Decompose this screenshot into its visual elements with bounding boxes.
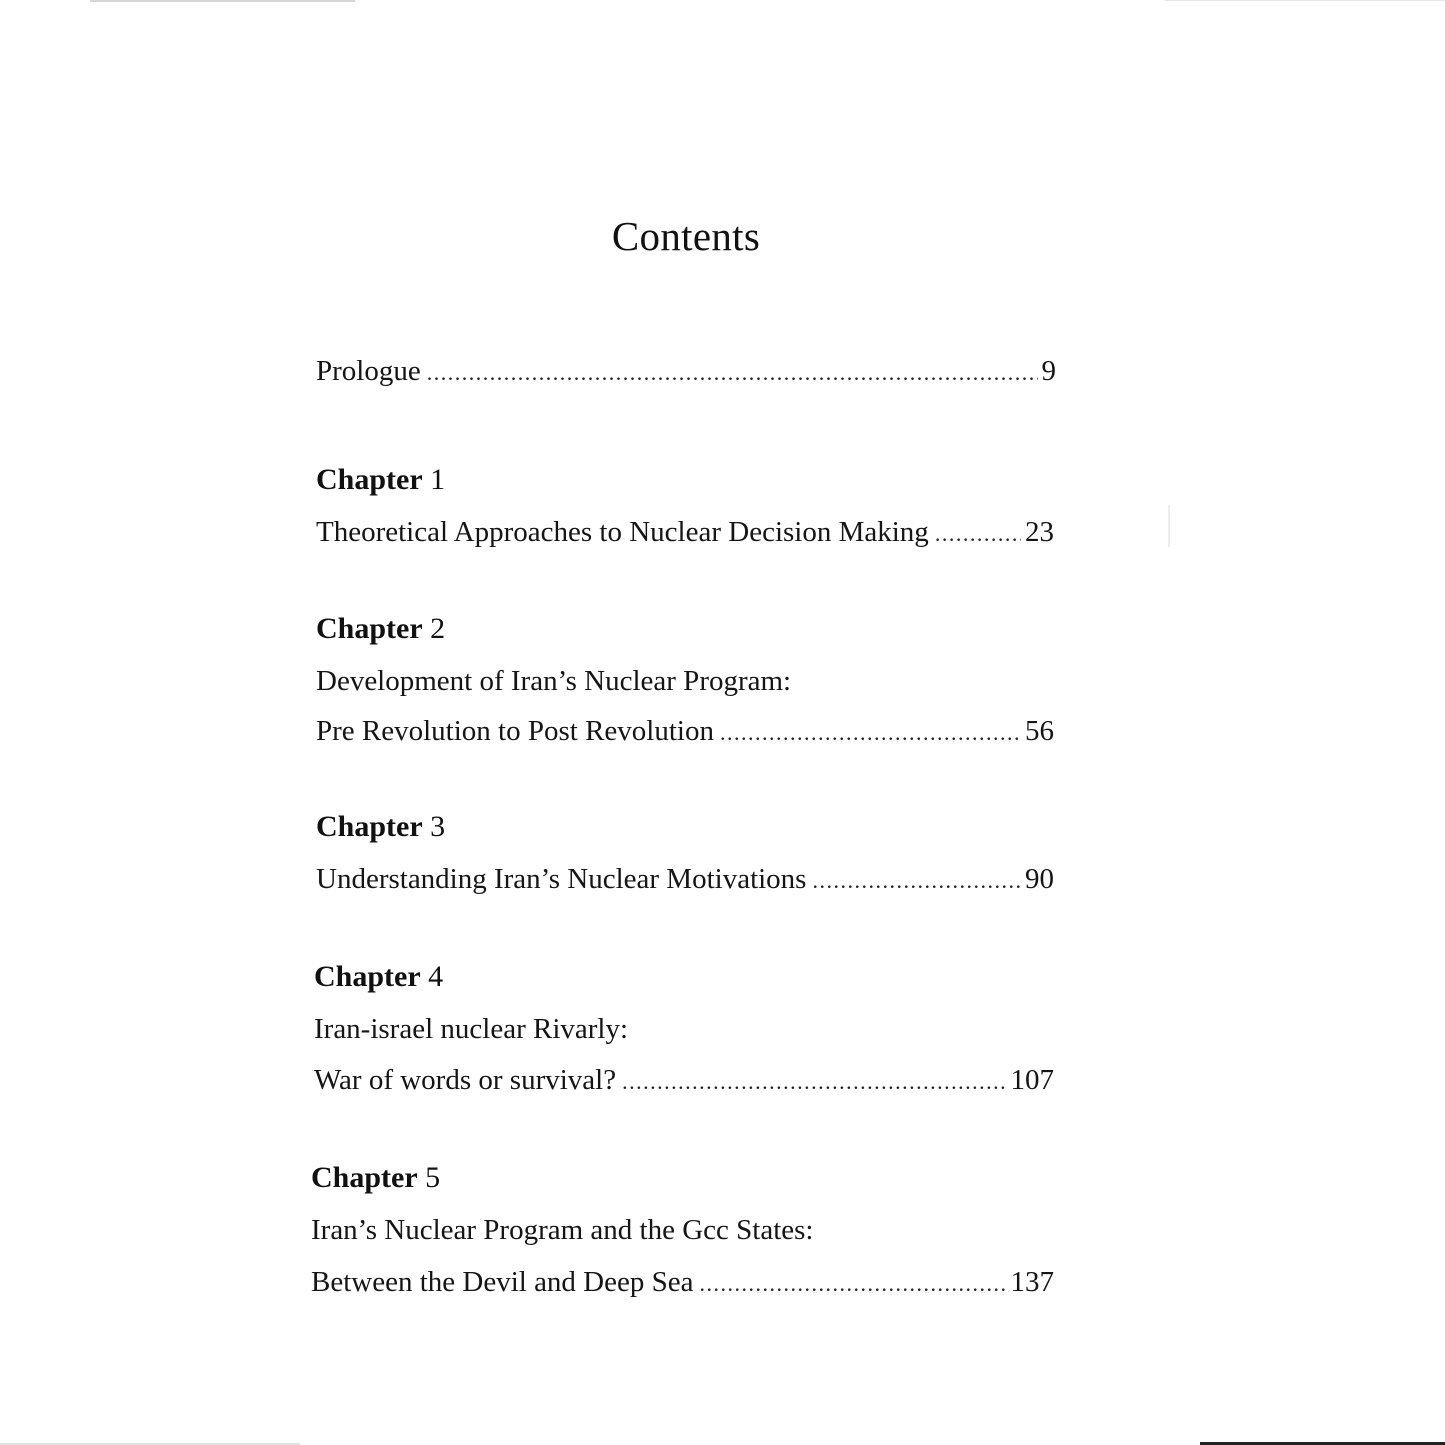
toc-entry-chapter-4-line-2[interactable] [314, 1062, 1054, 1100]
toc-entry-title: Theoretical Approaches to Nuclear Decision Making [316, 516, 929, 548]
dot-leader [720, 715, 1021, 751]
chapter-label: Chapter [316, 810, 423, 843]
toc-entry-title: Understanding Iran’s Nuclear Motivations [316, 863, 807, 895]
chapter-label: Chapter [316, 463, 423, 496]
chapter-number: 1 [430, 463, 446, 496]
chapter-heading-5 [311, 1160, 440, 1196]
dot-leader [427, 355, 1038, 391]
toc-entry-chapter-3[interactable] [316, 861, 1054, 899]
chapter-label: Chapter [311, 1161, 418, 1194]
toc-entry-title: Development of Iran’s Nuclear Program: [316, 665, 792, 697]
toc-page-number: 137 [1010, 1266, 1054, 1298]
toc-entry-chapter-2-line-1[interactable] [316, 663, 1054, 699]
toc-page-number: 107 [1010, 1064, 1054, 1096]
chapter-number: 4 [428, 960, 444, 993]
chapter-heading-4 [314, 959, 443, 995]
dot-leader [700, 1266, 1007, 1302]
toc-entry-chapter-2-line-2[interactable] [316, 713, 1054, 751]
chapter-number: 3 [430, 810, 446, 843]
toc-entry-prologue[interactable] [316, 353, 1056, 391]
dot-leader [622, 1064, 1006, 1100]
toc-entry-title: Iran’s Nuclear Program and the Gcc States: [311, 1214, 814, 1246]
dot-leader [812, 863, 1021, 899]
toc-page-number: 23 [1025, 516, 1054, 548]
chapter-label: Chapter [314, 960, 421, 993]
toc-page-number: 9 [1041, 355, 1056, 387]
toc-page-number: 90 [1025, 863, 1054, 895]
toc-entry-title: Prologue [316, 355, 421, 387]
toc-entry-title: War of words or survival? [314, 1064, 617, 1096]
toc-entry-title: Pre Revolution to Post Revolution [316, 715, 714, 747]
page-title: Contents [611, 213, 761, 259]
toc-entry-title: Iran-israel nuclear Rivarly: [314, 1013, 629, 1045]
chapter-number: 5 [425, 1161, 441, 1194]
toc-entry-chapter-1[interactable] [316, 514, 1054, 552]
toc-entry-chapter-4-line-1[interactable] [314, 1011, 1054, 1047]
chapter-heading-2 [316, 611, 445, 647]
toc-entry-title: Between the Devil and Deep Sea [311, 1266, 694, 1298]
toc-page-number: 56 [1025, 715, 1054, 747]
chapter-label: Chapter [316, 612, 423, 645]
chapter-number: 2 [430, 612, 446, 645]
chapter-heading-3 [316, 809, 445, 845]
dot-leader [935, 516, 1021, 552]
chapter-heading-1 [316, 462, 445, 498]
toc-entry-chapter-5-line-2[interactable] [311, 1264, 1054, 1302]
toc-entry-chapter-5-line-1[interactable] [311, 1212, 1054, 1248]
